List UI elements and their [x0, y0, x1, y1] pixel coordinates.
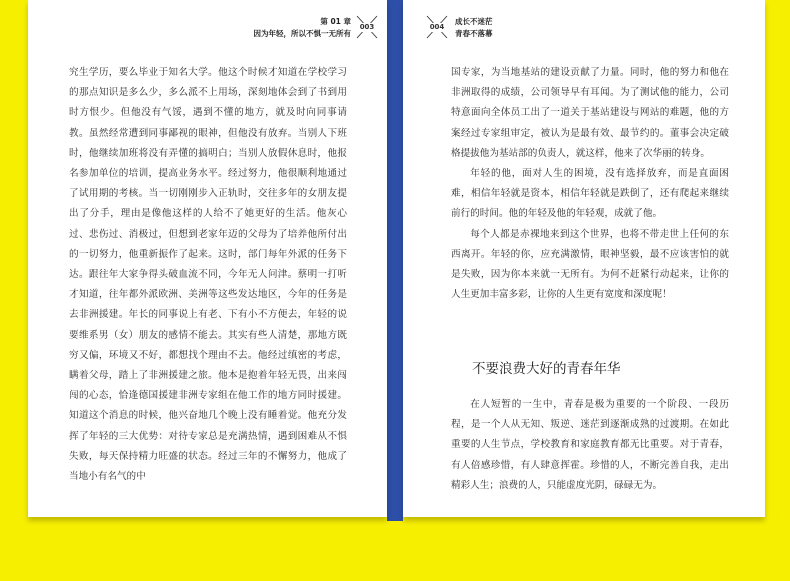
chapter-label: 第 01 章: [320, 17, 351, 26]
section-title: 不要浪费大好的青春年华: [472, 361, 621, 377]
paragraph: 究生学历，要么毕业于知名大学。他这个时候才知道在学校学习的那点知识是多么少，多么派不上用场，深刻地体会到了书到用时方恨少。但他没有气馁，遇到不懂的地方，就及时向同事请教。虽然经常遭到同事鄙视的眼神，但他没有放弃。当别人下班时，他继续加班将没有弄懂的搞明白；当别人放假休息时，他报名参加单位的培训，提高业务水平。经过努力，他很顺利地通过了试用期的考核。当一切刚刚步入正轨时，交往多年的女朋友提出了分手，理由是像他这样的人给不了她更好的生活。他灰心过、悲伤过、消极过，但想到老家年迈的父母为了培养他所付出的一切努力，他重新振作了起来。这时，部门每年外派的任务下达。跟往年大家争得头破血流不同，今年无人问津。蔡明一打听才知道，往年都外派欧洲、美洲等这些发达地区，今年的任务是去非洲援建。年长的同事说上有老、下有小不方便去，年轻的说要维系男（女）朋友的感情不能去。其实有些人清楚，那地方既穷又偏，环境又不好，都想找个理由不去。他经过缜密的考虑，瞒着父母，踏上了非洲援建之旅。他本是抱着年轻无畏，出来闯闯的心态，恰逢德国援建非洲专家组在他工作的地方同时援建。知道这个消息的时候，他兴奋地几个晚上没有睡着觉。他充分发挥了年轻的三大优势：对待专家总是充满热情，遇到困难从不惧失败，每天保持精力旺盛的状态。经过三年的不懈努力，他成了当地小有名气的中: [69, 67, 347, 483]
right-body-text-bottom: [451, 395, 729, 496]
book-spine: [387, 0, 403, 521]
page-number: 003: [359, 23, 375, 31]
right-page: [403, 0, 765, 517]
right-page-header: [455, 16, 493, 40]
paragraph: 国专家，为当地基站的建设贡献了力量。同时，他的努力和他在非洲取得的成绩，公司领导早有耳闻。为了测试他的能力，公司特意面向全体员工出了一道关于基站建设与网站的难题，他的方案经过专家组审定，被认为是最有效、最节约的。董事会决定破格提拔他为基站部的负责人，就这样，他来了次华丽的转身。: [451, 67, 729, 159]
page-number: 004: [429, 23, 445, 31]
paragraph: 在人短暂的一生中，青春是极为重要的一个阶段、一段历程，是一个人从无知、叛逆、迷茫到逐渐成熟的过渡期。在如此重要的人生节点，学校教育和家庭教育都无比重要。对于青春，有人倍感珍惜，有人肆意挥霍。珍惜的人，不断完善自我，走出精彩人生；浪费的人，只能虚度光阴，碌碌无为。: [451, 399, 729, 491]
paragraph: 每个人都是赤裸地来到这个世界，也将不带走世上任何的东西离开。年轻的你，应充满激情，眼神坚毅，最不应该害怕的就是失败，因为你本来就一无所有。为何不赶紧行动起来，让你的人生更加丰富多彩，让你的人生更有宽度和深度呢！: [451, 228, 729, 301]
chapter-subtitle: 因为年轻，所以不惧一无所有: [253, 29, 351, 38]
page-number-mark: [355, 14, 379, 40]
left-page: [28, 0, 387, 517]
header-line-1: 成长不迷茫: [455, 17, 493, 26]
page-number-mark: [425, 14, 449, 40]
header-line-2: 青春不落幕: [455, 29, 493, 38]
paragraph: 年轻的他，面对人生的困境，没有选择放弃，而是直面困难，相信年轻就是资本，相信年轻就是跌倒了，还有爬起来继续前行的时间。他的年轻及他的年轻观，成就了他。: [451, 168, 729, 220]
left-body-text: [69, 63, 347, 487]
right-body-text-top: [451, 63, 729, 305]
left-page-header: [254, 16, 352, 40]
